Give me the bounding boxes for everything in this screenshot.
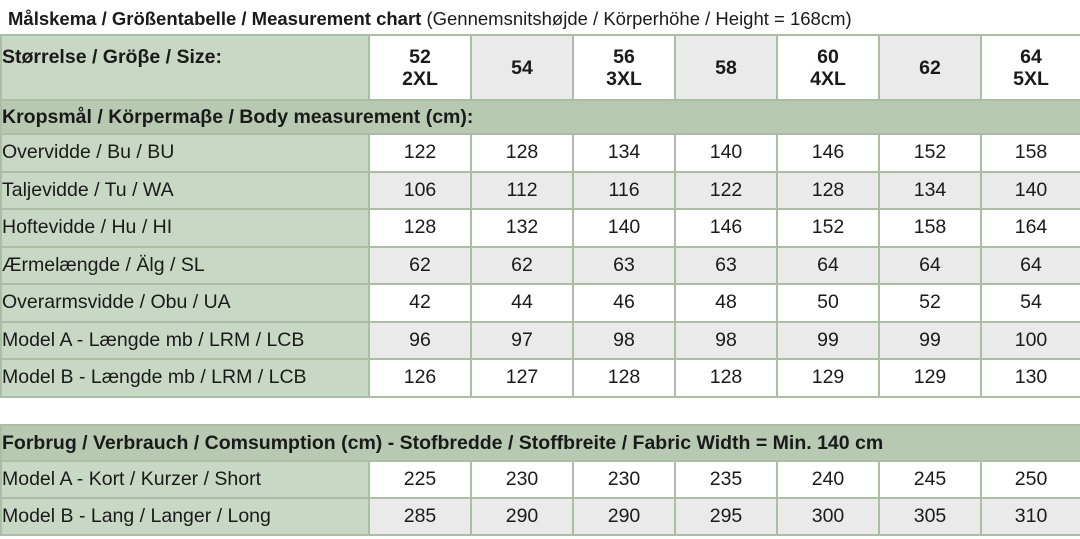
size-column-header	[880, 36, 980, 99]
table-cell: 62	[370, 248, 470, 284]
table-cell: 42	[370, 285, 470, 321]
table-cell: 152	[880, 135, 980, 171]
table-cell: 48	[676, 285, 776, 321]
table-cell: 46	[574, 285, 674, 321]
table-cell: 44	[472, 285, 572, 321]
size-header-label: Størrelse / Gröβe / Size:	[2, 36, 368, 99]
table-cell: 126	[370, 360, 470, 396]
size-number: 58	[715, 56, 737, 79]
table-cell: 245	[880, 462, 980, 497]
table-cell: 130	[982, 360, 1080, 396]
table-cell: 97	[472, 323, 572, 359]
table-cell: 64	[880, 248, 980, 284]
table-cell: 127	[472, 360, 572, 396]
table-cell: 52	[880, 285, 980, 321]
table-row	[2, 323, 1080, 359]
row-label: Overvidde / Bu / BU	[2, 135, 368, 171]
table-cell: 116	[574, 173, 674, 209]
consumption-section-title: Forbrug / Verbrauch / Comsumption (cm) - Stofbredde / Stoffbreite / Fabric Width = Min. 140 cm	[2, 426, 1080, 460]
consumption-table-body	[2, 426, 1080, 534]
size-column-header	[574, 36, 674, 99]
table-cell: 285	[370, 499, 470, 534]
row-label: Ærmelængde / Älg / SL	[2, 248, 368, 284]
table-cell: 128	[472, 135, 572, 171]
size-number: 60	[817, 45, 839, 68]
size-number: 52	[409, 45, 431, 68]
size-number: 54	[511, 56, 533, 79]
table-cell: 128	[778, 173, 878, 209]
table-cell: 300	[778, 499, 878, 534]
table-cell: 230	[472, 462, 572, 497]
measurement-table	[0, 34, 1080, 398]
row-label: Overarmsvidde / Obu / UA	[2, 285, 368, 321]
table-cell: 158	[982, 135, 1080, 171]
table-cell: 64	[778, 248, 878, 284]
size-number: 62	[919, 56, 941, 79]
table-cell: 122	[370, 135, 470, 171]
row-label: Model A - Kort / Kurzer / Short	[2, 462, 368, 497]
table-cell: 112	[472, 173, 572, 209]
table-cell: 54	[982, 285, 1080, 321]
row-label: Model B - Lang / Langer / Long	[2, 499, 368, 534]
table-cell: 158	[880, 210, 980, 246]
table-cell: 98	[676, 323, 776, 359]
table-cell: 122	[676, 173, 776, 209]
table-cell: 235	[676, 462, 776, 497]
size-letter: 2XL	[402, 67, 438, 90]
table-cell: 140	[676, 135, 776, 171]
table-row	[2, 135, 1080, 171]
table-cell: 129	[778, 360, 878, 396]
size-column-header	[370, 36, 470, 99]
table-cell: 164	[982, 210, 1080, 246]
table-cell: 62	[472, 248, 572, 284]
table-cell: 132	[472, 210, 572, 246]
size-column-header	[676, 36, 776, 99]
table-cell: 129	[880, 360, 980, 396]
table-cell: 140	[574, 210, 674, 246]
table-cell: 128	[574, 360, 674, 396]
table-row	[2, 499, 1080, 534]
chart-title-height-note: (Gennemsnitshøjde / Körperhöhe / Height = 168cm)	[421, 8, 852, 29]
table-cell: 295	[676, 499, 776, 534]
size-number: 64	[1020, 45, 1042, 68]
table-cell: 310	[982, 499, 1080, 534]
row-label: Model B - Længde mb / LRM / LCB	[2, 360, 368, 396]
table-cell: 99	[778, 323, 878, 359]
table-cell: 128	[370, 210, 470, 246]
table-cell: 140	[982, 173, 1080, 209]
size-letter: 4XL	[810, 67, 846, 90]
size-column-header	[778, 36, 878, 99]
table-cell: 225	[370, 462, 470, 497]
body-section-title: Kropsmål / Körpermaβe / Body measurement (cm):	[2, 101, 1080, 133]
consumption-table	[0, 424, 1080, 536]
body-section-header-row	[2, 101, 1080, 133]
table-cell: 99	[880, 323, 980, 359]
table-gap	[0, 404, 1080, 424]
table-cell: 96	[370, 323, 470, 359]
table-cell: 146	[676, 210, 776, 246]
row-label: Model A - Længde mb / LRM / LCB	[2, 323, 368, 359]
table-cell: 134	[574, 135, 674, 171]
table-row	[2, 248, 1080, 284]
chart-title-main: Målskema / Größentabelle / Measurement chart	[8, 8, 422, 29]
measurement-table-body	[2, 36, 1080, 396]
size-column-header	[472, 36, 572, 99]
table-cell: 240	[778, 462, 878, 497]
table-row	[2, 173, 1080, 209]
row-label: Hoftevidde / Hu / HI	[2, 210, 368, 246]
size-letter: 5XL	[1013, 67, 1049, 90]
table-cell: 290	[472, 499, 572, 534]
consumption-section-header-row	[2, 426, 1080, 460]
table-cell: 63	[574, 248, 674, 284]
table-row	[2, 360, 1080, 396]
table-cell: 64	[982, 248, 1080, 284]
table-cell: 305	[880, 499, 980, 534]
size-letter: 3XL	[606, 67, 642, 90]
table-row	[2, 462, 1080, 497]
size-number: 56	[613, 45, 635, 68]
table-cell: 290	[574, 499, 674, 534]
table-cell: 134	[880, 173, 980, 209]
table-cell: 146	[778, 135, 878, 171]
table-cell: 230	[574, 462, 674, 497]
size-header-row	[2, 36, 1080, 99]
chart-title	[8, 6, 852, 32]
row-label: Taljevidde / Tu / WA	[2, 173, 368, 209]
table-cell: 152	[778, 210, 878, 246]
table-row	[2, 285, 1080, 321]
table-cell: 50	[778, 285, 878, 321]
table-cell: 63	[676, 248, 776, 284]
table-cell: 98	[574, 323, 674, 359]
table-cell: 250	[982, 462, 1080, 497]
table-row	[2, 210, 1080, 246]
table-cell: 100	[982, 323, 1080, 359]
size-column-header	[982, 36, 1080, 99]
table-cell: 106	[370, 173, 470, 209]
table-cell: 128	[676, 360, 776, 396]
